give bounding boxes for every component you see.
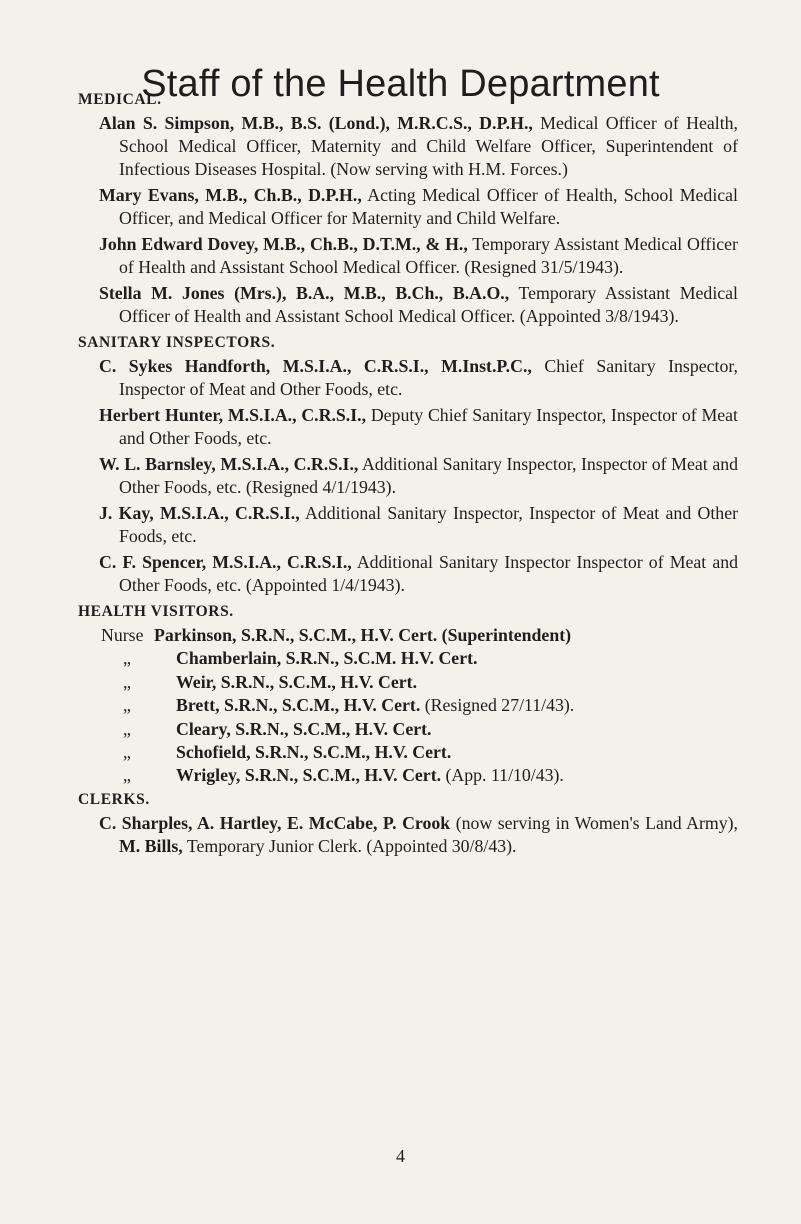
- health-visitor-list: [101, 624, 738, 788]
- staff-name: W. L. Barnsley, M.S.I.A., C.R.S.I.,: [99, 454, 359, 474]
- staff-description: Additional Sanitary Inspector Inspector of Meat and Other Foods, etc. (Appointed 1/4/1943).: [119, 552, 738, 595]
- section-heading: MEDICAL.: [78, 91, 162, 108]
- visitor-name: Wrigley, S.R.N., S.C.M., H.V. Cert.: [176, 765, 442, 786]
- staff-description: Acting Medical Officer of Health, School Medical Officer, and Medical Officer for Maternity and Child Welfare.: [119, 185, 738, 228]
- ditto-mark: „: [123, 648, 131, 669]
- page-number: 4: [396, 1146, 405, 1166]
- staff-name: Alan S. Simpson, M.B., B.S. (Lond.), M.R.C.S., D.P.H.,: [99, 113, 533, 133]
- section-heading: CLERKS.: [78, 790, 150, 808]
- clerks-entry: [99, 812, 738, 858]
- staff-name: J. Kay, M.S.I.A., C.R.S.I.,: [99, 503, 300, 523]
- staff-description: Chief Sanitary Inspector, Inspector of Meat and Other Foods, etc.: [119, 356, 738, 399]
- clerk-note: (now serving in Women's Land Army),: [450, 812, 738, 833]
- visitor-prefix: Nurse: [101, 625, 144, 645]
- visitor-name: Brett, S.R.N., S.C.M., H.V. Cert.: [176, 695, 421, 716]
- staff-entry: [99, 282, 738, 328]
- ditto-mark: „: [123, 671, 131, 692]
- list-item: [101, 764, 738, 787]
- staff-entry: [99, 502, 738, 548]
- list-item: [101, 741, 738, 764]
- staff-description: Deputy Chief Sanitary Inspector, Inspector of Meat and Other Foods, etc.: [119, 405, 738, 448]
- staff-description: Additional Sanitary Inspector, Inspector of Meat and Other Foods, etc. (Resigned 4/1/1943).: [119, 454, 738, 497]
- section-medical: [78, 88, 738, 328]
- ditto-mark: „: [123, 695, 131, 716]
- visitor-name: Schofield, S.R.N., S.C.M., H.V. Cert.: [176, 741, 452, 762]
- list-item: [101, 647, 738, 670]
- list-item: [101, 694, 738, 717]
- section-heading: SANITARY INSPECTORS.: [78, 334, 276, 351]
- staff-description: Temporary Assistant Medical Officer of Health and Assistant School Medical Officer. (Appointed 3/8/1943).: [119, 283, 738, 326]
- staff-name: Stella M. Jones (Mrs.), B.A., M.B., B.Ch., B.A.O.,: [99, 283, 510, 303]
- staff-entry: [99, 233, 738, 279]
- visitor-name: Weir, S.R.N., S.C.M., H.V. Cert.: [176, 671, 418, 692]
- ditto-mark: „: [123, 765, 131, 786]
- staff-entry: [99, 112, 738, 181]
- section-health-visitors: [78, 600, 738, 788]
- ditto-mark: „: [123, 741, 131, 762]
- staff-description: Temporary Assistant Medical Officer of Health and Assistant School Medical Officer. (Resigned 31/5/1943).: [119, 234, 738, 277]
- clerk-names: C. Sharples, A. Hartley, E. McCabe, P. Crook: [99, 812, 451, 833]
- section-sanitary-inspectors: [78, 331, 738, 597]
- staff-entry: [99, 184, 738, 230]
- staff-entry: [99, 404, 738, 450]
- staff-name: C. F. Spencer, M.S.I.A., C.R.S.I.,: [99, 552, 352, 572]
- visitor-name: Chamberlain, S.R.N., S.C.M. H.V. Cert.: [176, 648, 478, 669]
- list-item: [101, 718, 738, 741]
- staff-entry: [99, 453, 738, 499]
- staff-description: Additional Sanitary Inspector, Inspector of Meat and Other Foods, etc.: [119, 503, 739, 546]
- list-item: [101, 624, 738, 647]
- section-clerks: [78, 788, 738, 858]
- visitor-name: Cleary, S.R.N., S.C.M., H.V. Cert.: [176, 718, 432, 739]
- staff-name: John Edward Dovey, M.B., Ch.B., D.T.M., & H.,: [99, 234, 468, 254]
- list-item: [101, 671, 738, 694]
- staff-entry: [99, 551, 738, 597]
- ditto-mark: „: [123, 718, 131, 739]
- page-title: Staff of the Health Department: [141, 63, 660, 106]
- staff-name: Mary Evans, M.B., Ch.B., D.P.H.,: [99, 185, 362, 205]
- staff-description: Medical Officer of Health, School Medical Officer, Maternity and Child Welfare Officer, Superintendent of Infectious Diseases Hospital. (Now serving with H.M. Forces.): [119, 113, 738, 179]
- section-heading: HEALTH VISITORS.: [78, 603, 234, 620]
- staff-entry: [99, 355, 738, 401]
- clerk-description: Temporary Junior Clerk. (Appointed 30/8/43).: [182, 835, 517, 856]
- visitor-note: (App. 11/10/43).: [441, 765, 564, 786]
- staff-listing: [78, 88, 738, 861]
- visitor-note: (Resigned 27/11/43).: [420, 695, 575, 716]
- visitor-name: Parkinson, S.R.N., S.C.M., H.V. Cert. (Superintendent): [154, 625, 572, 645]
- staff-name: C. Sykes Handforth, M.S.I.A., C.R.S.I., M.Inst.P.C.,: [99, 356, 532, 376]
- clerk-name: M. Bills,: [119, 835, 183, 856]
- staff-name: Herbert Hunter, M.S.I.A., C.R.S.I.,: [99, 405, 367, 425]
